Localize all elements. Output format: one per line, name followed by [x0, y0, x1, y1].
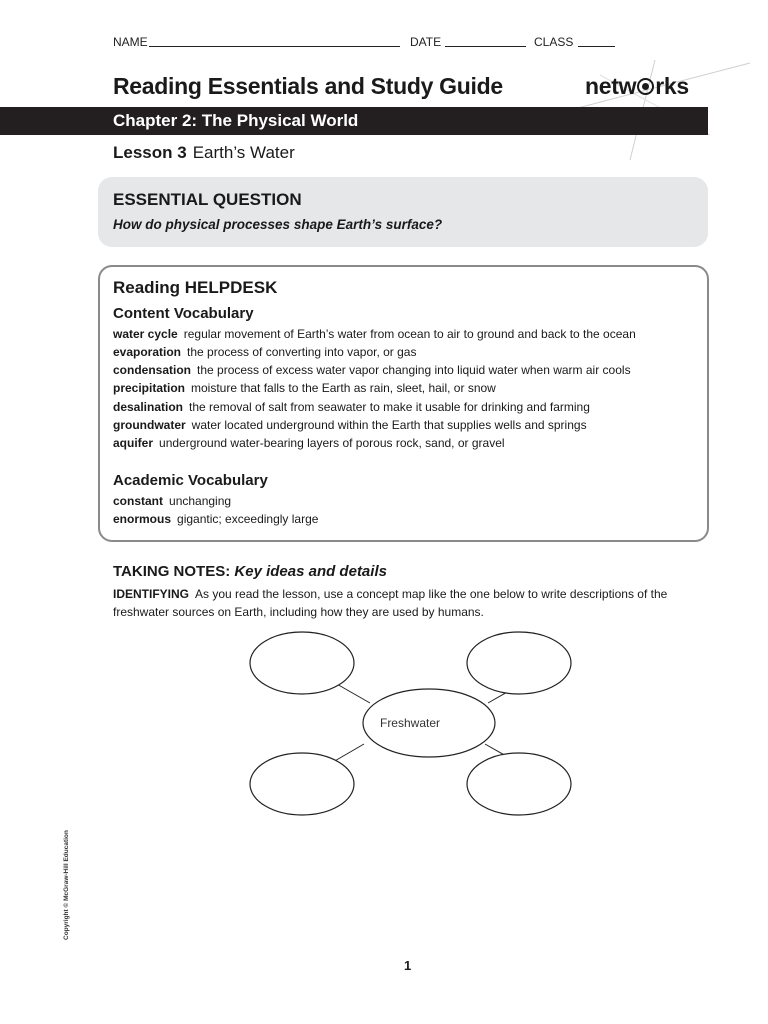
freshwater-label: Freshwater: [379, 716, 441, 730]
concept-oval-bottom-left[interactable]: [250, 753, 354, 815]
academic-vocabulary-heading: Academic Vocabulary: [113, 472, 268, 489]
essential-question-box: [98, 177, 708, 247]
name-field[interactable]: [149, 46, 400, 47]
lesson-title: Lesson 3 Earth’s Water: [113, 143, 295, 162]
name-label: NAME: [113, 35, 148, 49]
chapter-title: Chapter 2: The Physical World: [113, 111, 359, 130]
content-vocabulary-heading: Content Vocabulary: [113, 305, 254, 322]
taking-notes-heading: TAKING NOTES: Key ideas and details: [113, 563, 387, 580]
concept-oval-top-right[interactable]: [467, 632, 571, 694]
vocab-item: condensation the process of excess water vapor changing into liquid water when warm air cools: [113, 363, 631, 377]
vocab-item: evaporation the process of converting into vapor, or gas: [113, 345, 417, 359]
concept-oval-top-left[interactable]: [250, 632, 354, 694]
guide-title: Reading Essentials and Study Guide: [113, 73, 503, 99]
concept-oval-bottom-right[interactable]: [467, 753, 571, 815]
date-field[interactable]: [445, 46, 526, 47]
vocab-item: water cycle regular movement of Earth’s water from ocean to air to ground and back to the ocean: [113, 327, 636, 341]
vocab-item: enormous gigantic; exceedingly large: [113, 512, 319, 526]
vocab-item: groundwater water located underground within the Earth that supplies wells and springs: [113, 418, 587, 432]
vocab-item: aquifer underground water-bearing layers of porous rock, sand, or gravel: [113, 436, 505, 450]
date-label: DATE: [410, 35, 442, 49]
concept-map: [240, 625, 585, 830]
networks-logo: netw rks: [585, 73, 689, 99]
helpdesk-heading: Reading HELPDESK: [113, 278, 278, 297]
class-field[interactable]: [578, 46, 615, 47]
connector-line: [335, 683, 370, 703]
taking-notes-instructions: IDENTIFYING As you read the lesson, use a concept map like the one below to write descriptions of the freshwater sources on Earth, including how they are used by humans.: [113, 587, 668, 619]
logo-o-icon: [637, 78, 654, 95]
copyright-text: Copyright © McGraw-Hill Education: [63, 830, 70, 940]
vocab-item: desalination the removal of salt from seawater to make it usable for drinking and farming: [113, 400, 590, 414]
essential-question-heading: ESSENTIAL QUESTION: [113, 190, 302, 209]
vocab-item: precipitation moisture that falls to the Earth as rain, sleet, hail, or snow: [113, 381, 496, 395]
class-label: CLASS: [534, 35, 574, 49]
page-number: 1: [404, 958, 412, 973]
essential-question-text: How do physical processes shape Earth’s surface?: [113, 217, 443, 232]
vocab-item: constant unchanging: [113, 494, 232, 508]
connector-line: [333, 744, 364, 762]
